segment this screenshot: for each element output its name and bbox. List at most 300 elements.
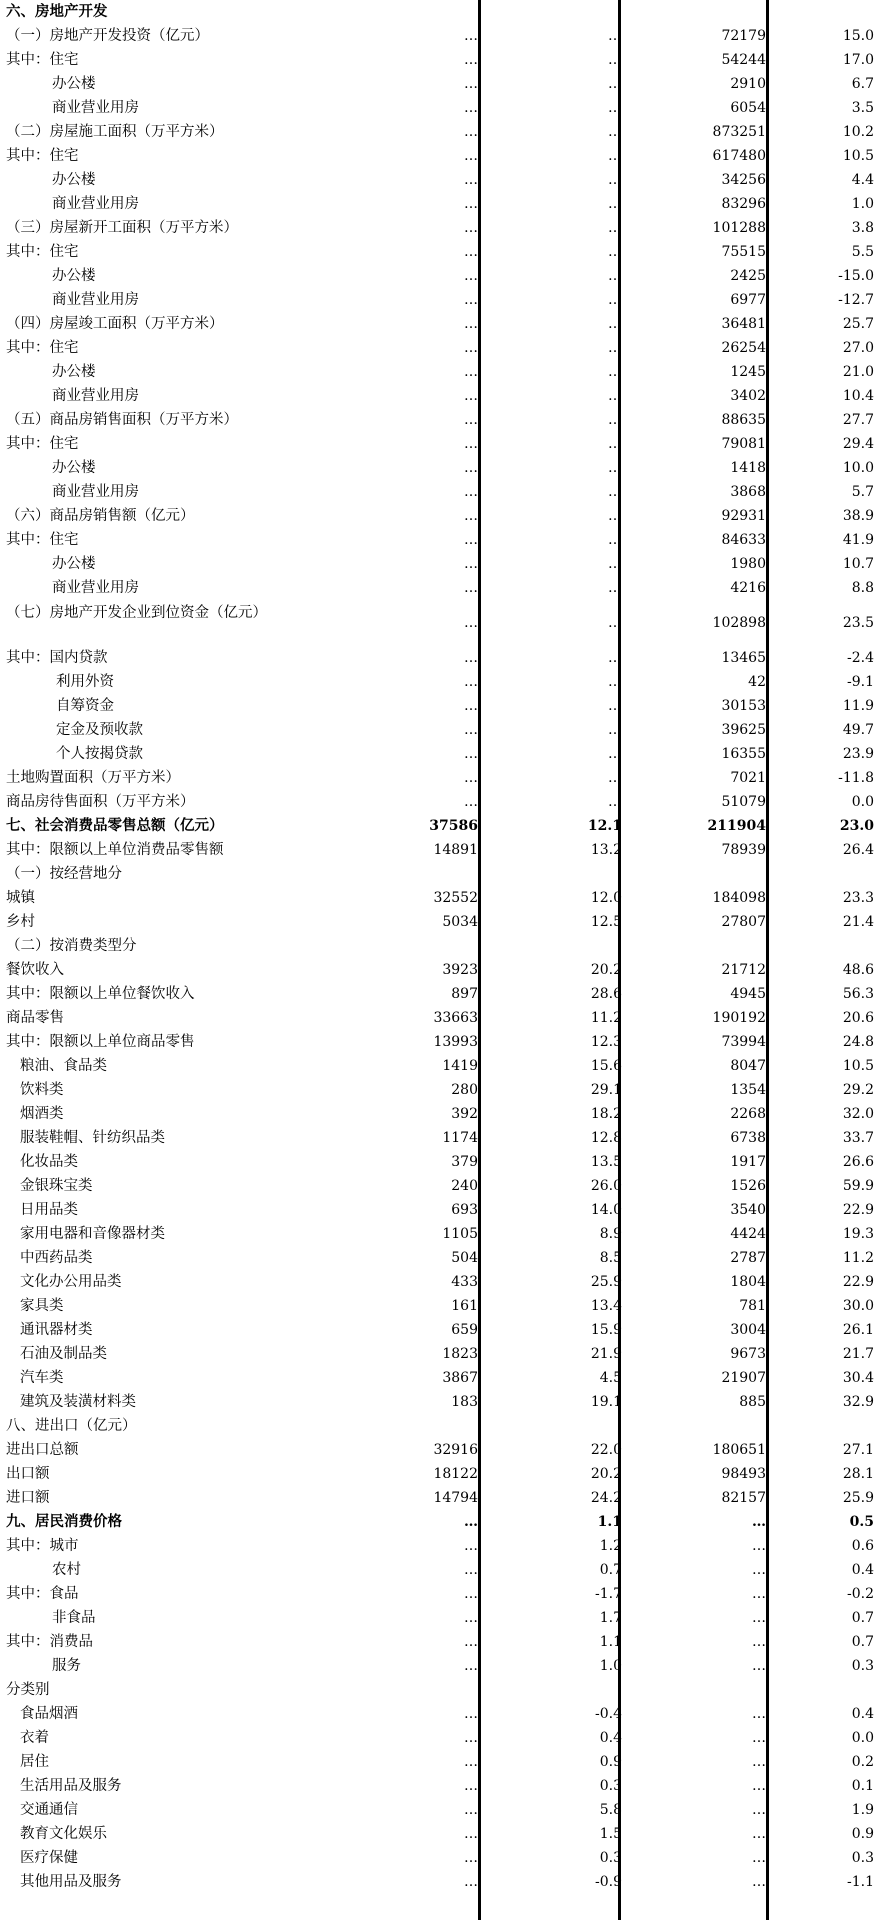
- row-label: 居住: [20, 1754, 49, 1770]
- cell-cumulative-value: …: [752, 1586, 766, 1602]
- table-row: [0, 120, 884, 144]
- cell-monthly-value: …: [464, 1778, 478, 1794]
- cell-cumulative-value: …: [752, 1874, 766, 1890]
- cell-monthly-growth: …: [608, 698, 622, 714]
- table-row: [0, 1654, 884, 1678]
- cell-monthly-value: …: [464, 674, 478, 690]
- cell-cumulative-growth: 23.0: [839, 818, 874, 834]
- table-row: [0, 1462, 884, 1486]
- row-label: 文化办公用品类: [20, 1274, 122, 1290]
- cell-cumulative-growth: 21.0: [842, 364, 874, 380]
- cell-monthly-growth: 8.9: [599, 1226, 622, 1242]
- cell-monthly-growth: [488, 0, 622, 24]
- cell-monthly-value: …: [464, 148, 478, 164]
- cell-monthly-growth: 26.0: [590, 1178, 622, 1194]
- cell-monthly-value: 1823: [442, 1346, 478, 1362]
- table-row: [0, 312, 884, 336]
- cell-monthly-growth: …: [608, 674, 622, 690]
- cell-monthly-growth: …: [608, 316, 622, 332]
- cell-monthly-growth: 5.8: [599, 1802, 622, 1818]
- cell-cumulative-growth: 24.8: [842, 1034, 874, 1050]
- cell-monthly-growth: 12.0: [590, 890, 622, 906]
- cell-cumulative-value: 617480: [712, 148, 766, 164]
- cell-monthly-value: …: [464, 1754, 478, 1770]
- cell-cumulative-growth: 23.9: [842, 746, 874, 762]
- cell-cumulative-growth: 0.6: [851, 1538, 874, 1554]
- table-row: [0, 1366, 884, 1390]
- table-row: [0, 1030, 884, 1054]
- cell-cumulative-value: 3402: [730, 388, 766, 404]
- cell-monthly-value: …: [464, 340, 478, 356]
- cell-cumulative-value: 51079: [721, 794, 766, 810]
- row-label: 办公楼: [52, 460, 96, 476]
- cell-cumulative-value: …: [752, 1778, 766, 1794]
- row-label: 商品房待售面积（万平方米）: [6, 794, 195, 810]
- table-row: [0, 862, 884, 886]
- cell-cumulative-value: 16355: [721, 746, 766, 762]
- table-row: [0, 1678, 884, 1702]
- cell-monthly-value: 433: [451, 1274, 478, 1290]
- cell-monthly-growth: …: [608, 556, 622, 572]
- cell-monthly-growth: 12.3: [590, 1034, 622, 1050]
- row-label: 其中：限额以上单位消费品零售额: [6, 842, 224, 858]
- row-label: 其中：国内贷款: [6, 650, 108, 666]
- cell-monthly-growth: -1.7: [595, 1586, 622, 1602]
- table-row: [0, 1870, 884, 1894]
- row-label: 服装鞋帽、针纺织品类: [20, 1130, 165, 1146]
- cell-monthly-value: …: [464, 508, 478, 524]
- cell-cumulative-value: [626, 0, 766, 24]
- table-row: [0, 1198, 884, 1222]
- row-label: （七）房地产开发企业到位资金（亿元）: [6, 605, 267, 621]
- cell-cumulative-growth: 49.7: [842, 722, 874, 738]
- cell-cumulative-growth: 27.7: [842, 412, 874, 428]
- cell-cumulative-value: 39625: [721, 722, 766, 738]
- cell-cumulative-growth: 26.4: [842, 842, 874, 858]
- cell-cumulative-growth: 0.3: [851, 1658, 874, 1674]
- cell-cumulative-growth: 20.6: [842, 1010, 874, 1026]
- table-row: [0, 910, 884, 934]
- row-label: 日用品类: [20, 1202, 78, 1218]
- cell-monthly-value: …: [464, 770, 478, 786]
- cell-cumulative-value: 211904: [707, 818, 766, 834]
- cell-cumulative-growth: 0.4: [851, 1706, 874, 1722]
- cell-cumulative-value: 2425: [730, 268, 766, 284]
- cell-cumulative-value: 190192: [712, 1010, 766, 1026]
- cell-monthly-value: 693: [451, 1202, 478, 1218]
- cell-cumulative-value: 79081: [721, 436, 766, 452]
- table-row: [0, 1318, 884, 1342]
- table-row: [0, 1150, 884, 1174]
- table-row: [0, 1606, 884, 1630]
- cell-cumulative-value: 26254: [721, 340, 766, 356]
- cell-cumulative-value: 7021: [730, 770, 766, 786]
- cell-monthly-value: …: [464, 364, 478, 380]
- table-row: [0, 576, 884, 600]
- row-label: 商业营业用房: [52, 580, 139, 596]
- cell-cumulative-growth: 27.1: [842, 1442, 874, 1458]
- row-label: （四）房屋竣工面积（万平方米）: [6, 316, 224, 332]
- cell-monthly-growth: …: [608, 28, 622, 44]
- table-row: [0, 1270, 884, 1294]
- cell-monthly-value: 392: [451, 1106, 478, 1122]
- cell-monthly-value: 37586: [429, 818, 478, 834]
- cell-cumulative-value: 75515: [721, 244, 766, 260]
- table-row: [0, 0, 884, 24]
- cell-monthly-growth: …: [608, 172, 622, 188]
- table-row: [0, 1126, 884, 1150]
- cell-monthly-value: 161: [451, 1298, 478, 1314]
- row-label: 石油及制品类: [20, 1346, 107, 1362]
- cell-monthly-value: 659: [451, 1322, 478, 1338]
- cell-cumulative-growth: 23.3: [842, 890, 874, 906]
- cell-monthly-value: …: [464, 172, 478, 188]
- row-label: 商业营业用房: [52, 100, 139, 116]
- cell-cumulative-growth: 26.1: [842, 1322, 874, 1338]
- cell-monthly-value: 1174: [442, 1130, 478, 1146]
- cell-cumulative-value: 1804: [730, 1274, 766, 1290]
- cell-monthly-growth: …: [608, 148, 622, 164]
- cell-monthly-value: …: [464, 196, 478, 212]
- row-label: （二）按消费类型分: [6, 938, 137, 954]
- row-label: 乡村: [6, 914, 35, 930]
- table-row: [0, 1390, 884, 1414]
- cell-monthly-value: 13993: [433, 1034, 478, 1050]
- cell-monthly-value: …: [464, 268, 478, 284]
- row-label: 六、房地产开发: [6, 3, 108, 20]
- cell-monthly-growth: 0.3: [599, 1850, 622, 1866]
- cell-cumulative-value: 101288: [712, 220, 766, 236]
- table-row: [0, 982, 884, 1006]
- cell-monthly-growth: 4.5: [599, 1370, 622, 1386]
- cell-cumulative-value: 781: [739, 1298, 766, 1314]
- cell-cumulative-value: 873251: [712, 124, 766, 140]
- table-row: [0, 144, 884, 168]
- table-row: [0, 670, 884, 694]
- cell-cumulative-growth: 0.3: [851, 1850, 874, 1866]
- row-label: 利用外资: [56, 674, 114, 690]
- cell-cumulative-value: 180651: [712, 1442, 766, 1458]
- table-row: [0, 790, 884, 814]
- cell-monthly-growth: …: [608, 508, 622, 524]
- row-label: 办公楼: [52, 556, 96, 572]
- row-label: 其中：消费品: [6, 1634, 93, 1650]
- cell-cumulative-growth: 33.7: [842, 1130, 874, 1146]
- cell-monthly-growth: …: [608, 746, 622, 762]
- cell-monthly-value: 183: [451, 1394, 478, 1410]
- cell-cumulative-value: …: [752, 1562, 766, 1578]
- table-row: [0, 72, 884, 96]
- cell-monthly-growth: 15.9: [590, 1322, 622, 1338]
- cell-monthly-growth: 1.7: [599, 1610, 622, 1626]
- cell-monthly-growth: 21.9: [590, 1346, 622, 1362]
- cell-cumulative-value: 6054: [730, 100, 766, 116]
- cell-cumulative-value: 9673: [730, 1346, 766, 1362]
- cell-monthly-growth: 11.2: [590, 1010, 622, 1026]
- cell-monthly-value: …: [464, 100, 478, 116]
- cell-monthly-growth: …: [608, 76, 622, 92]
- cell-cumulative-growth: 0.1: [851, 1778, 874, 1794]
- cell-cumulative-growth: 6.7: [851, 76, 874, 92]
- cell-monthly-value: 18122: [433, 1466, 478, 1482]
- cell-cumulative-growth: 15.0: [842, 28, 874, 44]
- cell-monthly-growth: [488, 1414, 622, 1438]
- cell-cumulative-growth: 48.6: [842, 962, 874, 978]
- table-row: [0, 336, 884, 360]
- table-row: [0, 456, 884, 480]
- cell-monthly-growth: 0.9: [599, 1754, 622, 1770]
- row-label: （二）房屋施工面积（万平方米）: [6, 124, 224, 140]
- cell-monthly-value: …: [464, 698, 478, 714]
- cell-cumulative-growth: 3.5: [851, 100, 874, 116]
- cell-cumulative-value: 54244: [721, 52, 766, 68]
- row-label: 其中：城市: [6, 1538, 79, 1554]
- cell-monthly-growth: 25.9: [590, 1274, 622, 1290]
- table-row: [0, 742, 884, 766]
- row-label: 生活用品及服务: [20, 1778, 122, 1794]
- row-label: 中西药品类: [20, 1250, 93, 1266]
- cell-cumulative-value: 1418: [730, 460, 766, 476]
- row-label: 土地购置面积（万平方米）: [6, 770, 180, 786]
- cell-monthly-value: [340, 934, 478, 958]
- table-row: [0, 766, 884, 790]
- table-row: [0, 1054, 884, 1078]
- table-row: [0, 1438, 884, 1462]
- cell-monthly-value: …: [464, 1730, 478, 1746]
- table-row: [0, 1174, 884, 1198]
- cell-monthly-growth: 29.1: [590, 1082, 622, 1098]
- cell-cumulative-growth: [770, 862, 874, 886]
- row-label: 其中：住宅: [6, 436, 79, 452]
- cell-monthly-value: [340, 1678, 478, 1702]
- table-row: [0, 192, 884, 216]
- cell-monthly-value: 379: [451, 1154, 478, 1170]
- cell-monthly-value: …: [464, 794, 478, 810]
- table-row: [0, 504, 884, 528]
- cell-monthly-value: …: [464, 722, 478, 738]
- row-label: 其中：住宅: [6, 148, 79, 164]
- row-label: 自筹资金: [56, 698, 114, 714]
- cell-cumulative-growth: 32.9: [842, 1394, 874, 1410]
- cell-cumulative-value: 1980: [730, 556, 766, 572]
- table-row: [0, 288, 884, 312]
- cell-monthly-growth: [488, 934, 622, 958]
- cell-cumulative-growth: 59.9: [842, 1178, 874, 1194]
- cell-monthly-value: …: [464, 1850, 478, 1866]
- row-label: 其中：住宅: [6, 244, 79, 260]
- table-row: [0, 1342, 884, 1366]
- cell-cumulative-value: 72179: [721, 28, 766, 44]
- cell-monthly-value: 240: [451, 1178, 478, 1194]
- row-label: 烟酒类: [20, 1106, 64, 1122]
- cell-cumulative-growth: -1.1: [847, 1874, 874, 1890]
- row-label: 家具类: [20, 1298, 64, 1314]
- cell-monthly-growth: 0.3: [599, 1778, 622, 1794]
- cell-monthly-value: …: [464, 1538, 478, 1554]
- cell-monthly-growth: …: [608, 388, 622, 404]
- cell-monthly-value: 1419: [442, 1058, 478, 1074]
- cell-cumulative-value: 84633: [721, 532, 766, 548]
- cell-cumulative-growth: -2.4: [847, 650, 874, 666]
- row-label: 商业营业用房: [52, 196, 139, 212]
- table-row: [0, 96, 884, 120]
- row-label: 通讯器材类: [20, 1322, 93, 1338]
- table-row: [0, 1534, 884, 1558]
- table-row: [0, 1414, 884, 1438]
- cell-monthly-value: 1105: [442, 1226, 478, 1242]
- cell-cumulative-value: 184098: [712, 890, 766, 906]
- row-label: 服务: [52, 1658, 81, 1674]
- cell-monthly-value: …: [464, 124, 478, 140]
- cell-cumulative-growth: 10.5: [842, 1058, 874, 1074]
- cell-cumulative-value: 78939: [721, 842, 766, 858]
- cell-cumulative-value: [626, 1678, 766, 1702]
- row-label: 商业营业用房: [52, 484, 139, 500]
- cell-cumulative-growth: 5.5: [851, 244, 874, 260]
- cell-monthly-growth: 18.2: [590, 1106, 622, 1122]
- cell-monthly-growth: 13.4: [590, 1298, 622, 1314]
- cell-monthly-growth: 14.0: [590, 1202, 622, 1218]
- cell-cumulative-growth: 0.2: [851, 1754, 874, 1770]
- row-label: （一）房地产开发投资（亿元）: [6, 28, 209, 44]
- cell-cumulative-growth: 1.9: [851, 1802, 874, 1818]
- cell-monthly-growth: …: [608, 484, 622, 500]
- cell-cumulative-growth: 10.7: [842, 556, 874, 572]
- cell-cumulative-growth: [770, 0, 874, 24]
- table-row: [0, 1006, 884, 1030]
- cell-monthly-growth: …: [608, 580, 622, 596]
- cell-monthly-value: …: [464, 220, 478, 236]
- cell-cumulative-value: 1354: [730, 1082, 766, 1098]
- row-label: 定金及预收款: [56, 722, 143, 738]
- row-label: 化妆品类: [20, 1154, 78, 1170]
- table-row: [0, 646, 884, 670]
- table-row: [0, 1078, 884, 1102]
- cell-monthly-value: …: [464, 52, 478, 68]
- table-row: [0, 264, 884, 288]
- cell-monthly-value: …: [464, 1586, 478, 1602]
- row-label: 食品烟酒: [20, 1706, 78, 1722]
- cell-cumulative-growth: 0.7: [851, 1610, 874, 1626]
- cell-monthly-growth: 12.8: [590, 1130, 622, 1146]
- cell-monthly-value: …: [464, 556, 478, 572]
- row-label: 家用电器和音像器材类: [20, 1226, 165, 1242]
- cell-monthly-growth: 1.1: [599, 1634, 622, 1650]
- cell-monthly-growth: …: [608, 794, 622, 810]
- cell-monthly-value: …: [464, 244, 478, 260]
- cell-cumulative-growth: 10.0: [842, 460, 874, 476]
- row-label: （一）按经营地分: [6, 866, 122, 882]
- cell-cumulative-growth: 29.4: [842, 436, 874, 452]
- table-row: [0, 1798, 884, 1822]
- cell-cumulative-growth: 0.5: [849, 1514, 874, 1530]
- cell-monthly-value: [340, 0, 478, 24]
- cell-monthly-value: 33663: [433, 1010, 478, 1026]
- row-label: （三）房屋新开工面积（万平方米）: [6, 220, 238, 236]
- cell-cumulative-growth: 11.2: [842, 1250, 874, 1266]
- cell-monthly-value: [340, 862, 478, 886]
- cell-monthly-value: …: [464, 1610, 478, 1626]
- cell-cumulative-value: 8047: [730, 1058, 766, 1074]
- cell-cumulative-value: 2787: [730, 1250, 766, 1266]
- cell-monthly-value: …: [464, 580, 478, 596]
- cell-monthly-growth: …: [608, 220, 622, 236]
- row-label: 金银珠宝类: [20, 1178, 93, 1194]
- cell-cumulative-value: 4216: [730, 580, 766, 596]
- cell-cumulative-growth: 10.4: [842, 388, 874, 404]
- cell-monthly-growth: 22.0: [590, 1442, 622, 1458]
- cell-monthly-value: …: [464, 484, 478, 500]
- cell-monthly-growth: …: [608, 196, 622, 212]
- cell-monthly-value: 897: [451, 986, 478, 1002]
- cell-cumulative-value: 1526: [730, 1178, 766, 1194]
- row-label: 其中：住宅: [6, 532, 79, 548]
- cell-cumulative-growth: -0.2: [847, 1586, 874, 1602]
- table-row: [0, 1102, 884, 1126]
- cell-cumulative-value: 6977: [730, 292, 766, 308]
- row-label: 其中：住宅: [6, 340, 79, 356]
- cell-monthly-growth: 1.2: [599, 1538, 622, 1554]
- table-row: [0, 1294, 884, 1318]
- cell-monthly-growth: 13.5: [590, 1154, 622, 1170]
- cell-cumulative-value: 2268: [730, 1106, 766, 1122]
- table-row: [0, 408, 884, 432]
- table-row: [0, 718, 884, 742]
- cell-monthly-growth: 8.5: [599, 1250, 622, 1266]
- cell-cumulative-value: …: [752, 1730, 766, 1746]
- cell-cumulative-value: 2910: [730, 76, 766, 92]
- cell-monthly-growth: …: [608, 268, 622, 284]
- cell-cumulative-value: 1917: [730, 1154, 766, 1170]
- cell-monthly-value: 3923: [442, 962, 478, 978]
- cell-cumulative-growth: 23.5: [842, 615, 874, 631]
- row-label: 医疗保健: [20, 1850, 78, 1866]
- cell-cumulative-growth: 10.2: [842, 124, 874, 140]
- cell-cumulative-value: 3540: [730, 1202, 766, 1218]
- table-row: [0, 552, 884, 576]
- row-label: 九、居民消费价格: [6, 1513, 122, 1530]
- row-label: 办公楼: [52, 364, 96, 380]
- cell-cumulative-growth: 19.3: [842, 1226, 874, 1242]
- row-label: 商业营业用房: [52, 388, 139, 404]
- cell-monthly-value: …: [464, 650, 478, 666]
- cell-cumulative-value: …: [752, 1826, 766, 1842]
- table-row: [0, 360, 884, 384]
- cell-monthly-value: …: [464, 292, 478, 308]
- table-row: [0, 934, 884, 958]
- table-row: [0, 1726, 884, 1750]
- table-row: [0, 1558, 884, 1582]
- table-row: [0, 600, 884, 646]
- row-label: 饮料类: [20, 1082, 64, 1098]
- cell-cumulative-growth: 4.4: [851, 172, 874, 188]
- cell-cumulative-value: …: [752, 1538, 766, 1554]
- row-label: 其他用品及服务: [20, 1874, 122, 1890]
- table-row: [0, 1510, 884, 1534]
- cell-cumulative-growth: 0.4: [851, 1562, 874, 1578]
- cell-monthly-value: 14794: [433, 1490, 478, 1506]
- cell-cumulative-value: 3868: [730, 484, 766, 500]
- cell-cumulative-growth: 21.4: [842, 914, 874, 930]
- cell-cumulative-growth: 8.8: [851, 580, 874, 596]
- cell-cumulative-growth: 56.3: [842, 986, 874, 1002]
- cell-monthly-growth: -0.4: [595, 1706, 622, 1722]
- cell-cumulative-value: …: [752, 1706, 766, 1722]
- table-row: [0, 384, 884, 408]
- table-row: [0, 1582, 884, 1606]
- cell-monthly-growth: …: [608, 100, 622, 116]
- cell-monthly-growth: 28.6: [590, 986, 622, 1002]
